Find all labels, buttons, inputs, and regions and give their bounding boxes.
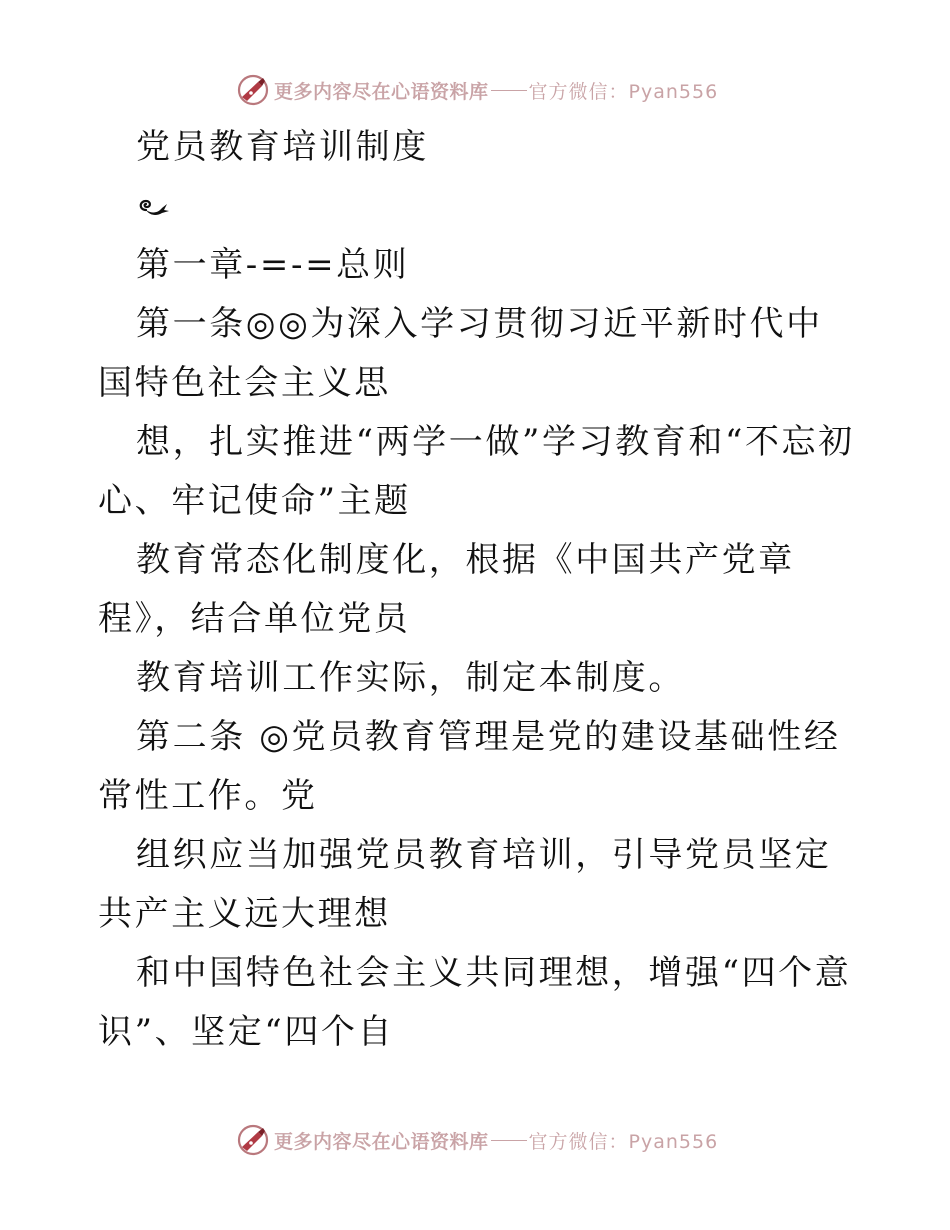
paragraph-line: 第二条 ◎党员教育管理是党的建设基础性经常性工作。党 [98, 717, 841, 816]
watermark-brand-text: 更多内容尽在心语资料库 [274, 1130, 489, 1153]
footer-watermark-banner [236, 1122, 718, 1158]
paragraph-line: 想，扎实推进“两学一做”学习教育和“不忘初心、牢记使命”主题 [98, 422, 855, 521]
pen-nib-logo-icon [236, 73, 270, 107]
paragraph-line: 教育常态化制度化，根据《中国共产党章程》，结合单位党员 [98, 540, 795, 639]
paragraph-line: 和中国特色社会主义共同理想，增强“四个意识”、坚定“四个自 [98, 953, 852, 1052]
document-title: 党员教育培训制度 [136, 127, 429, 167]
paragraph-line: 教育培训工作实际，制定本制度。 [136, 658, 685, 698]
paragraph-line: 第一条◎◎为深入学习贯彻习近平新时代中国特色社会主义思 [98, 304, 823, 403]
watermark-separator [491, 90, 527, 91]
header-watermark-banner [236, 72, 718, 108]
watermark-separator [491, 1140, 527, 1141]
watermark-brand-text: 更多内容尽在心语资料库 [274, 80, 489, 103]
pen-nib-logo-icon [236, 1123, 270, 1157]
chapter-heading: 第一章-=-=总则 [136, 245, 410, 285]
ornament-row [98, 177, 858, 236]
paragraph-line: 组织应当加强党员教育培训，引导党员坚定共产主义远大理想 [98, 835, 832, 934]
document-body [98, 118, 858, 1062]
watermark-wechat-text: 官方微信：Pyan556 [528, 80, 719, 103]
swirl-ornament-icon [136, 194, 170, 220]
watermark-wechat-text: 官方微信：Pyan556 [528, 1130, 719, 1153]
